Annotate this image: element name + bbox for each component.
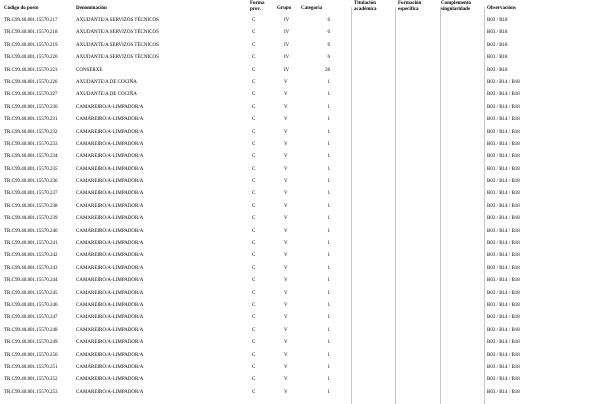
table-row bbox=[0, 278, 615, 290]
header-categoria: Categoría bbox=[301, 6, 323, 11]
cell-forma: C bbox=[252, 216, 256, 222]
cell-observacions: B03 / B18 bbox=[487, 42, 508, 48]
cell-denominacion: AXUDANTE/A DE COCIÑA bbox=[76, 92, 137, 98]
cell-denominacion: CAMAREIRO/A-LIMPADOR/A bbox=[76, 154, 144, 160]
cell-denominacion: CAMAREIRO/A-LIMPADOR/A bbox=[76, 179, 144, 185]
cell-forma: C bbox=[252, 18, 256, 23]
cell-categoria: 1 bbox=[327, 191, 330, 197]
table-row bbox=[0, 377, 615, 389]
cell-forma: C bbox=[252, 117, 256, 123]
table-row bbox=[0, 390, 615, 402]
cell-forma: C bbox=[252, 141, 256, 147]
cell-denominacion: CAMAREIRO/A-LIMPADOR/A bbox=[76, 315, 144, 321]
cell-forma: C bbox=[252, 42, 256, 48]
cell-forma: C bbox=[252, 278, 256, 284]
cell-denominacion: CAMAREIRO/A-LIMPADOR/A bbox=[76, 327, 144, 333]
cell-forma: C bbox=[252, 315, 256, 321]
cell-observacions: B03 / B14 / B18 bbox=[487, 377, 520, 383]
cell-categoria: 1 bbox=[327, 377, 330, 383]
cell-categoria: 1 bbox=[327, 364, 330, 370]
table-row bbox=[0, 204, 615, 216]
cell-forma: C bbox=[252, 290, 256, 296]
cell-categoria: 1 bbox=[327, 352, 330, 358]
cell-categoria: 1 bbox=[327, 117, 330, 123]
table-row bbox=[0, 117, 615, 129]
cell-grupo: V bbox=[284, 389, 288, 395]
cell-grupo: V bbox=[284, 327, 288, 333]
cell-forma: C bbox=[252, 154, 256, 160]
cell-categoria: 1 bbox=[327, 166, 330, 172]
cell-grupo: V bbox=[284, 92, 288, 98]
cell-codigo: TR.C99.40.801.15570.238 bbox=[4, 203, 58, 209]
table-row bbox=[0, 68, 615, 80]
cell-forma: C bbox=[252, 67, 256, 73]
table-row bbox=[0, 167, 615, 179]
cell-observacions: B03 / B14 / B18 bbox=[487, 191, 520, 197]
cell-codigo: TR.C99.40.801.15570.237 bbox=[4, 191, 58, 197]
cell-codigo: TR.C99.40.801.15570.218 bbox=[4, 30, 58, 36]
cell-categoria: 1 bbox=[327, 129, 330, 135]
cell-observacions: B03 / B14 / B18 bbox=[487, 290, 520, 296]
cell-grupo: V bbox=[284, 154, 288, 160]
cell-codigo: TR.C99.40.801.15570.248 bbox=[4, 327, 58, 333]
cell-grupo: IV bbox=[284, 67, 290, 73]
cell-denominacion: AXUDANTE/A SERVIZOS TÉCNICOS bbox=[76, 55, 159, 61]
cell-categoria: 1 bbox=[327, 253, 330, 259]
cell-forma: C bbox=[252, 302, 256, 308]
table-row bbox=[0, 105, 615, 117]
cell-categoria: 1 bbox=[327, 340, 330, 346]
cell-categoria: 1 bbox=[327, 241, 330, 247]
cell-codigo: TR.C99.40.801.15570.234 bbox=[4, 154, 58, 160]
cell-forma: C bbox=[252, 55, 256, 61]
table-body bbox=[0, 18, 615, 402]
cell-observacions: B03 / B14 / B18 bbox=[487, 228, 520, 234]
cell-grupo: V bbox=[284, 191, 288, 197]
cell-denominacion: CAMAREIRO/A-LIMPADOR/A bbox=[76, 241, 144, 247]
cell-codigo: TR.C99.40.801.15570.226 bbox=[4, 79, 58, 85]
table-row bbox=[0, 353, 615, 365]
cell-denominacion: CAMAREIRO/A-LIMPADOR/A bbox=[76, 216, 144, 222]
cell-codigo: TR.C99.40.801.15570.252 bbox=[4, 377, 58, 383]
table-row bbox=[0, 365, 615, 377]
cell-categoria: 1 bbox=[327, 141, 330, 147]
cell-grupo: V bbox=[284, 340, 288, 346]
table-row bbox=[0, 130, 615, 142]
cell-categoria: 1 bbox=[327, 265, 330, 271]
cell-categoria: 1 bbox=[327, 203, 330, 209]
cell-codigo: TR.C99.40.801.15570.230 bbox=[4, 104, 58, 110]
cell-codigo: TR.C99.40.801.15570.220 bbox=[4, 55, 58, 61]
cell-categoria: 6 bbox=[327, 30, 330, 36]
cell-observacions: B03 / B14 / B18 bbox=[487, 340, 520, 346]
table-row bbox=[0, 229, 615, 241]
table-row bbox=[0, 191, 615, 203]
cell-categoria: 1 bbox=[327, 228, 330, 234]
cell-codigo: TR.C99.40.801.15570.235 bbox=[4, 166, 58, 172]
cell-categoria: 6 bbox=[327, 55, 330, 61]
cell-grupo: V bbox=[284, 364, 288, 370]
cell-grupo: V bbox=[284, 302, 288, 308]
cell-codigo: TR.C99.40.801.15570.243 bbox=[4, 265, 58, 271]
cell-observacions: B03 / B14 / B18 bbox=[487, 302, 520, 308]
cell-observacions: B03 / B14 / B18 bbox=[487, 278, 520, 284]
cell-codigo: TR.C99.40.801.15570.217 bbox=[4, 18, 58, 23]
cell-categoria: 1 bbox=[327, 216, 330, 222]
cell-forma: C bbox=[252, 228, 256, 234]
cell-grupo: V bbox=[284, 104, 288, 110]
cell-observacions: B03 / B14 / B18 bbox=[487, 154, 520, 160]
cell-grupo: V bbox=[284, 179, 288, 185]
cell-grupo: IV bbox=[284, 18, 290, 23]
cell-codigo: TR.C99.40.801.15570.232 bbox=[4, 129, 58, 135]
cell-grupo: V bbox=[284, 79, 288, 85]
cell-denominacion: AXUDANTE/A SERVIZOS TÉCNICOS bbox=[76, 18, 159, 23]
cell-forma: C bbox=[252, 352, 256, 358]
table-row bbox=[0, 30, 615, 42]
table-row bbox=[0, 303, 615, 315]
cell-codigo: TR.C99.40.801.15570.240 bbox=[4, 228, 58, 234]
cell-codigo: TR.C99.40.801.15570.239 bbox=[4, 216, 58, 222]
cell-denominacion: CAMAREIRO/A-LIMPADOR/A bbox=[76, 104, 144, 110]
cell-grupo: V bbox=[284, 315, 288, 321]
cell-observacions: B03 / B14 / B18 bbox=[487, 241, 520, 247]
cell-forma: C bbox=[252, 203, 256, 209]
table-row bbox=[0, 92, 615, 104]
cell-observacions: B03 / B14 / B18 bbox=[487, 117, 520, 123]
cell-grupo: V bbox=[284, 265, 288, 271]
table-row bbox=[0, 340, 615, 352]
cell-denominacion: AXUDANTE/A SERVIZOS TÉCNICOS bbox=[76, 30, 159, 36]
cell-forma: C bbox=[252, 92, 256, 98]
cell-observacions: B03 / B14 / B18 bbox=[487, 166, 520, 172]
table-row bbox=[0, 179, 615, 191]
cell-observacions: B03 / B14 / B18 bbox=[487, 327, 520, 333]
cell-grupo: IV bbox=[284, 55, 290, 61]
cell-categoria: 1 bbox=[327, 278, 330, 284]
cell-forma: C bbox=[252, 166, 256, 172]
header-denominacion: Denominación bbox=[76, 6, 107, 11]
cell-observacions: B03 / B14 / B18 bbox=[487, 389, 520, 395]
cell-categoria: 28 bbox=[325, 67, 330, 73]
cell-forma: C bbox=[252, 30, 256, 36]
cell-codigo: TR.C99.40.801.15570.233 bbox=[4, 141, 58, 147]
cell-codigo: TR.C99.40.801.15570.242 bbox=[4, 253, 58, 259]
cell-grupo: V bbox=[284, 166, 288, 172]
table-row bbox=[0, 18, 615, 30]
cell-denominacion: CAMAREIRO/A-LIMPADOR/A bbox=[76, 377, 144, 383]
cell-grupo: V bbox=[284, 117, 288, 123]
cell-denominacion: CAMAREIRO/A-LIMPADOR/A bbox=[76, 253, 144, 259]
cell-denominacion: CAMAREIRO/A-LIMPADOR/A bbox=[76, 166, 144, 172]
table-row bbox=[0, 241, 615, 253]
cell-grupo: IV bbox=[284, 30, 290, 36]
cell-grupo: IV bbox=[284, 42, 290, 48]
cell-codigo: TR.C99.40.801.15570.249 bbox=[4, 340, 58, 346]
cell-observacions: B03 / B18 bbox=[487, 55, 508, 61]
cell-denominacion: CAMAREIRO/A-LIMPADOR/A bbox=[76, 389, 144, 395]
cell-codigo: TR.C99.40.801.15570.241 bbox=[4, 241, 58, 247]
cell-denominacion: CAMAREIRO/A-LIMPADOR/A bbox=[76, 129, 144, 135]
cell-grupo: V bbox=[284, 290, 288, 296]
cell-categoria: 1 bbox=[327, 290, 330, 296]
cell-forma: C bbox=[252, 104, 256, 110]
cell-denominacion: CAMAREIRO/A-LIMPADOR/A bbox=[76, 352, 144, 358]
cell-denominacion: CAMAREIRO/A-LIMPADOR/A bbox=[76, 117, 144, 123]
cell-codigo: TR.C99.40.801.15570.247 bbox=[4, 315, 58, 321]
cell-forma: C bbox=[252, 327, 256, 333]
cell-denominacion: CAMAREIRO/A-LIMPADOR/A bbox=[76, 265, 144, 271]
cell-denominacion: CAMAREIRO/A-LIMPADOR/A bbox=[76, 191, 144, 197]
table-row bbox=[0, 266, 615, 278]
cell-codigo: TR.C99.40.801.15570.231 bbox=[4, 117, 58, 123]
cell-forma: C bbox=[252, 129, 256, 135]
cell-observacions: B03 / B14 / B18 bbox=[487, 141, 520, 147]
table-row bbox=[0, 253, 615, 265]
cell-codigo: TR.C99.40.801.15570.219 bbox=[4, 42, 58, 48]
cell-denominacion: AXUDANTE/A SERVIZOS TÉCNICOS bbox=[76, 42, 159, 48]
cell-observacions: B03 / B14 / B18 bbox=[487, 179, 520, 185]
cell-denominacion: CAMAREIRO/A-LIMPADOR/A bbox=[76, 340, 144, 346]
cell-forma: C bbox=[252, 79, 256, 85]
cell-codigo: TR.C99.40.801.15570.223 bbox=[4, 67, 58, 73]
header-grupo: Grupo bbox=[277, 6, 292, 11]
cell-observacions: B03 / B18 bbox=[487, 18, 508, 23]
cell-forma: C bbox=[252, 191, 256, 197]
cell-observacions: B03 / B14 / B18 bbox=[487, 253, 520, 259]
cell-grupo: V bbox=[284, 241, 288, 247]
cell-grupo: V bbox=[284, 352, 288, 358]
cell-codigo: TR.C99.40.801.15570.253 bbox=[4, 389, 58, 395]
table-row bbox=[0, 216, 615, 228]
cell-codigo: TR.C99.40.801.15570.227 bbox=[4, 92, 58, 98]
cell-denominacion: CAMAREIRO/A-LIMPADOR/A bbox=[76, 364, 144, 370]
cell-observacions: B03 / B18 bbox=[487, 30, 508, 36]
cell-categoria: 1 bbox=[327, 92, 330, 98]
cell-codigo: TR.C99.40.801.15570.236 bbox=[4, 179, 58, 185]
cell-categoria: 1 bbox=[327, 104, 330, 110]
cell-denominacion: CAMAREIRO/A-LIMPADOR/A bbox=[76, 141, 144, 147]
cell-grupo: V bbox=[284, 141, 288, 147]
cell-categoria: 1 bbox=[327, 154, 330, 160]
cell-grupo: V bbox=[284, 377, 288, 383]
cell-denominacion: CAMAREIRO/A-LIMPADOR/A bbox=[76, 228, 144, 234]
cell-forma: C bbox=[252, 253, 256, 259]
table-row bbox=[0, 154, 615, 166]
cell-observacions: B03 / B14 / B18 bbox=[487, 129, 520, 135]
cell-denominacion: CAMAREIRO/A-LIMPADOR/A bbox=[76, 278, 144, 284]
cell-categoria: 1 bbox=[327, 79, 330, 85]
cell-categoria: 1 bbox=[327, 302, 330, 308]
table-row bbox=[0, 315, 615, 327]
cell-grupo: V bbox=[284, 228, 288, 234]
cell-codigo: TR.C99.40.801.15570.244 bbox=[4, 278, 58, 284]
cell-denominacion: CAMAREIRO/A-LIMPADOR/A bbox=[76, 203, 144, 209]
cell-codigo: TR.C99.40.801.15570.246 bbox=[4, 302, 58, 308]
cell-observacions: B03 / B14 / B18 bbox=[487, 203, 520, 209]
cell-forma: C bbox=[252, 340, 256, 346]
cell-observacions: B03 / B14 / B18 bbox=[487, 315, 520, 321]
cell-observacions: B03 / B14 / B18 bbox=[487, 104, 520, 110]
cell-categoria: 1 bbox=[327, 327, 330, 333]
cell-grupo: V bbox=[284, 216, 288, 222]
table-row bbox=[0, 43, 615, 55]
header-codigo: Código do posto bbox=[4, 6, 39, 11]
cell-categoria: 1 bbox=[327, 389, 330, 395]
cell-observacions: B03 / B14 / B18 bbox=[487, 216, 520, 222]
cell-denominacion: CONSERXE bbox=[76, 67, 103, 73]
cell-observacions: B03 / B14 / B18 bbox=[487, 265, 520, 271]
cell-forma: C bbox=[252, 179, 256, 185]
table-row bbox=[0, 328, 615, 340]
cell-denominacion: AXUDANTE/A DE COCIÑA bbox=[76, 79, 137, 85]
cell-categoria: 6 bbox=[327, 18, 330, 23]
table-row bbox=[0, 55, 615, 67]
cell-observacions: B03 / B18 bbox=[487, 67, 508, 73]
cell-observacions: B03 / B14 / B18 bbox=[487, 352, 520, 358]
cell-codigo: TR.C99.40.801.15570.251 bbox=[4, 364, 58, 370]
cell-forma: C bbox=[252, 265, 256, 271]
cell-categoria: 6 bbox=[327, 42, 330, 48]
cell-codigo: TR.C99.40.801.15570.250 bbox=[4, 352, 58, 358]
cell-forma: C bbox=[252, 364, 256, 370]
header-observacions: Observacións bbox=[487, 6, 516, 11]
cell-grupo: V bbox=[284, 203, 288, 209]
cell-observacions: B03 / B14 / B18 bbox=[487, 364, 520, 370]
cell-grupo: V bbox=[284, 129, 288, 135]
header-complemento: Complemento singularidade bbox=[441, 1, 471, 12]
table-row bbox=[0, 80, 615, 92]
table-row bbox=[0, 142, 615, 154]
header-formacion: Formación específica bbox=[398, 1, 422, 12]
header-forma: Forma prov. bbox=[250, 1, 265, 12]
cell-forma: C bbox=[252, 377, 256, 383]
cell-categoria: 1 bbox=[327, 179, 330, 185]
cell-denominacion: CAMAREIRO/A-LIMPADOR/A bbox=[76, 290, 144, 296]
cell-forma: C bbox=[252, 241, 256, 247]
cell-grupo: V bbox=[284, 253, 288, 259]
header-titulacion: Titulación académica bbox=[354, 1, 377, 12]
table-row bbox=[0, 291, 615, 303]
cell-observacions: B03 / B14 / B18 bbox=[487, 79, 520, 85]
cell-categoria: 1 bbox=[327, 315, 330, 321]
cell-observacions: B03 / B14 / B18 bbox=[487, 92, 520, 98]
cell-forma: C bbox=[252, 389, 256, 395]
cell-grupo: V bbox=[284, 278, 288, 284]
cell-codigo: TR.C99.40.801.15570.245 bbox=[4, 290, 58, 296]
cell-denominacion: CAMAREIRO/A-LIMPADOR/A bbox=[76, 302, 144, 308]
